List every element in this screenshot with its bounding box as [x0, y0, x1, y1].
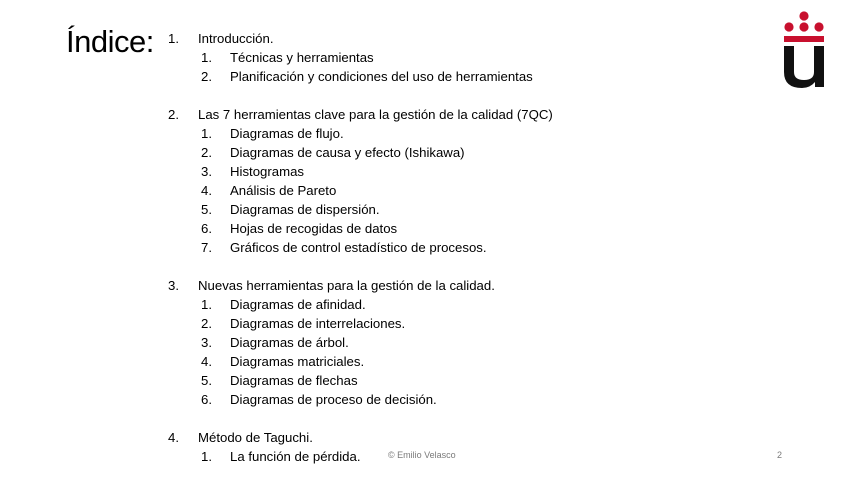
toc-subitem-label: Hojas de recogidas de datos — [230, 221, 398, 236]
logo-dot-right — [814, 22, 823, 31]
toc-subitem-label: Diagramas de flechas — [230, 373, 358, 388]
toc-subitem-label: Diagramas de flujo. — [230, 126, 344, 141]
toc-subitem-label: Análisis de Pareto — [230, 183, 337, 198]
toc-subitem-label: Diagramas de interrelaciones. — [230, 316, 406, 331]
toc-subitem-number: 6. — [201, 392, 212, 407]
toc-subitem-number: 1. — [201, 449, 212, 464]
logo-dot-center — [799, 22, 808, 31]
toc-subitem-label: Planificación y condiciones del uso de herramientas — [230, 69, 533, 84]
logo-dot-top — [799, 11, 808, 20]
toc-subitem-number: 1. — [201, 297, 212, 312]
toc-subitem-label: Técnicas y herramientas — [230, 50, 374, 65]
toc-section-number: 4. — [168, 430, 179, 445]
toc-subitem-number: 3. — [201, 164, 212, 179]
toc-section-label: Nuevas herramientas para la gestión de la calidad. — [198, 278, 495, 293]
toc-subitem-label: Gráficos de control estadístico de procesos. — [230, 240, 487, 255]
toc-section-label: Introducción. — [198, 31, 274, 46]
toc-subitem-label: Diagramas de causa y efecto (Ishikawa) — [230, 145, 465, 160]
toc-subitem-number: 5. — [201, 202, 212, 217]
toc-subitem-number: 4. — [201, 354, 212, 369]
toc-section-label: Las 7 herramientas clave para la gestión de la calidad (7QC) — [198, 107, 553, 122]
toc-subitem-label: Histogramas — [230, 164, 305, 179]
logo-u-shape — [784, 46, 824, 88]
toc-subitem-number: 1. — [201, 126, 212, 141]
toc-section-label: Método de Taguchi. — [198, 430, 313, 445]
university-logo-icon — [779, 10, 829, 90]
toc-section-number: 1. — [168, 31, 179, 46]
toc-section-number: 3. — [168, 278, 179, 293]
page-number: 2 — [777, 450, 783, 460]
toc-subitem-label: Diagramas de afinidad. — [230, 297, 366, 312]
footer-author: © Emilio Velasco — [388, 450, 456, 460]
toc-subitem-label: Diagramas matriciales. — [230, 354, 365, 369]
toc-subitem-label: Diagramas de proceso de decisión. — [230, 392, 437, 407]
toc-subitem-number: 3. — [201, 335, 212, 350]
toc-subitem-label: Diagramas de árbol. — [230, 335, 349, 350]
logo-bar — [784, 36, 824, 42]
toc-subitem-number: 4. — [201, 183, 212, 198]
slide-title: Índice: — [66, 24, 154, 59]
toc-subitem-number: 2. — [201, 69, 212, 84]
logo-dot-left — [784, 22, 793, 31]
toc-subitem-label: Diagramas de dispersión. — [230, 202, 380, 217]
toc-subitem-number: 2. — [201, 316, 212, 331]
toc-subitem-number: 5. — [201, 373, 212, 388]
toc-subitem-number: 2. — [201, 145, 212, 160]
toc-subitem-label: La función de pérdida. — [230, 449, 361, 464]
toc-section-number: 2. — [168, 107, 179, 122]
toc-subitem-number: 7. — [201, 240, 212, 255]
toc-subitem-number: 6. — [201, 221, 212, 236]
toc-subitem-number: 1. — [201, 50, 212, 65]
